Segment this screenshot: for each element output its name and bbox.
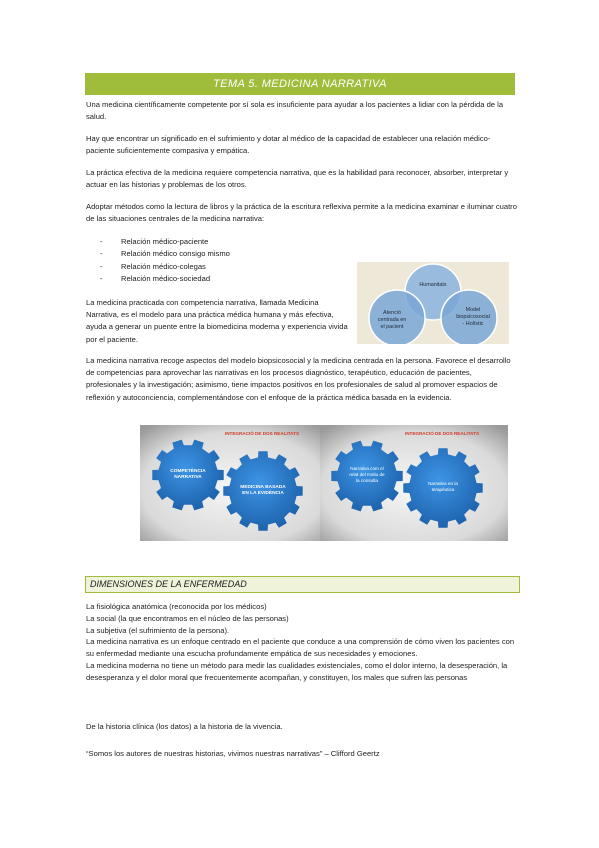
gear-right-label-2: terapèutica (431, 487, 455, 492)
gear-right-label-1: MEDICINA BASADA (240, 485, 286, 490)
section-title-dimensions: DIMENSIONES DE LA ENFERMEDAD (85, 576, 520, 593)
venn-label-left-2: centrada en (377, 317, 407, 323)
quote-text: “Somos los autores de nuestras historias, vivimos nuestras narrativas” (86, 749, 323, 758)
paragraph-intro: Una medicina científicamente competente por sí sola es insuficiente para ayudar a los pacientes a lidiar con la pérdida de la salud. (86, 100, 504, 122)
list-item: - Relación médico-colegas (100, 261, 230, 273)
gears-right-header: INTEGRACIÓ DE DOS REALITATS (404, 431, 480, 436)
gear-left-label-1: COMPETÈNCIA (170, 469, 206, 474)
venn-label-right-3: - Holístic (462, 321, 484, 327)
dimension-item: La medicina narrativa es un enfoque centrado en el paciente que conduce a una comprensión de cómo viven los pacientes con su enfermedad mediante una escucha profundamente empática de sus necesidades y emociones. (86, 637, 515, 659)
venn-label-right-2: biopsicosocial (456, 314, 490, 320)
quote (86, 748, 518, 760)
gears-diagram-right (320, 425, 508, 541)
gear-right-label-2: EN LA EVIDÈNCIA (242, 491, 284, 496)
dimensions-block (86, 601, 518, 684)
list-item: - Relación médico-paciente (100, 236, 230, 248)
venn-diagram (357, 262, 509, 344)
quote-author: – Clifford Geertz (322, 749, 380, 758)
gears-image-left (140, 425, 328, 541)
paragraph-narrative-competence: La práctica efectiva de la medicina requiere competencia narrativa, que es la habilidad para reconocer, absorber, interpretar y actuar en las historias y problemas de los otros. (86, 168, 509, 190)
list-item: - Relación médico consigo mismo (100, 248, 230, 260)
paragraph-clinical-history: De la historia clínica (los datos) a la historia de la vivencia. (86, 722, 283, 731)
gears-left-header: INTEGRACIÓ DE DOS REALITATS (224, 431, 300, 436)
dimension-item: La subjetiva (el sufrimiento de la persona). (86, 625, 230, 635)
list-item: - Relación médico-sociedad (100, 273, 230, 285)
page-title: TEMA 5. MEDICINA NARRATIVA (85, 73, 515, 95)
dimension-item: La fisiológica anatómica (reconocida por los médicos) (86, 602, 267, 611)
paragraph-narrative-medicine: La medicina practicada con competencia narrativa, llamada Medicina Narrativa, es el modelo para una práctica médica humana y más efectiva, ayuda a generar un puente entre la biomedicina moderna y experiencia vivida por el paciente. (86, 298, 348, 344)
gear-left-label-1: Narrativa com el (350, 466, 384, 471)
paragraph-meaning: Hay que encontrar un significado en el sufrimiento y dotar al médico de la capacidad de establecer una relación médico-paciente suficientemente compasiva y empática. (86, 134, 491, 156)
gear-right-label-1: Narrativa en la (428, 481, 458, 486)
venn-diagram-image (357, 262, 509, 344)
dimension-item: La social (la que encontramos en el núcleo de las personas) (86, 613, 289, 623)
venn-label-right-1: Model (465, 307, 481, 313)
dimension-item: La medicina moderna no tiene un método para medir las cualidades existenciales, como el dolor interno, la desesperación, la desesperanza y el dolor moral que frecuentemente acompañan, y constituyen, los males que sufren las personas (86, 660, 508, 682)
paragraph-methods: Adoptar métodos como la lectura de libros y la práctica de la escritura reflexiva permite a la medicina examinar e iluminar cuatro de las situaciones centrales de la medicina narrativa: (86, 202, 517, 224)
gear-left-label-2: relat del motiu de (349, 472, 385, 477)
venn-label-top: Humanitats (419, 282, 447, 288)
gear-left-label-3: la consulta (356, 478, 378, 483)
gears-image-right (320, 425, 508, 541)
paragraph-biopsychosocial: La medicina narrativa recoge aspectos del modelo biopsicosocial y la medicina centrada en la persona. Favorece el desarrollo de competencias para aprovechar las narrativas en los procesos diagnóstico, terapéutico, educación de pacientes, profesionales y la investigación; asimismo, tiene impactos positivos en los profesionales de salud al promover espacios de reflexión y autoconciencia, complementándose con el enfoque de la práctica médica basada en la evidencia. (86, 356, 511, 402)
venn-label-left-1: Atenció (383, 310, 401, 316)
gears-diagram-left (140, 425, 328, 541)
venn-label-left-3: el pacient (380, 324, 404, 330)
gear-left-label-2: NARRATIVA (174, 475, 202, 480)
relations-list (100, 236, 230, 285)
